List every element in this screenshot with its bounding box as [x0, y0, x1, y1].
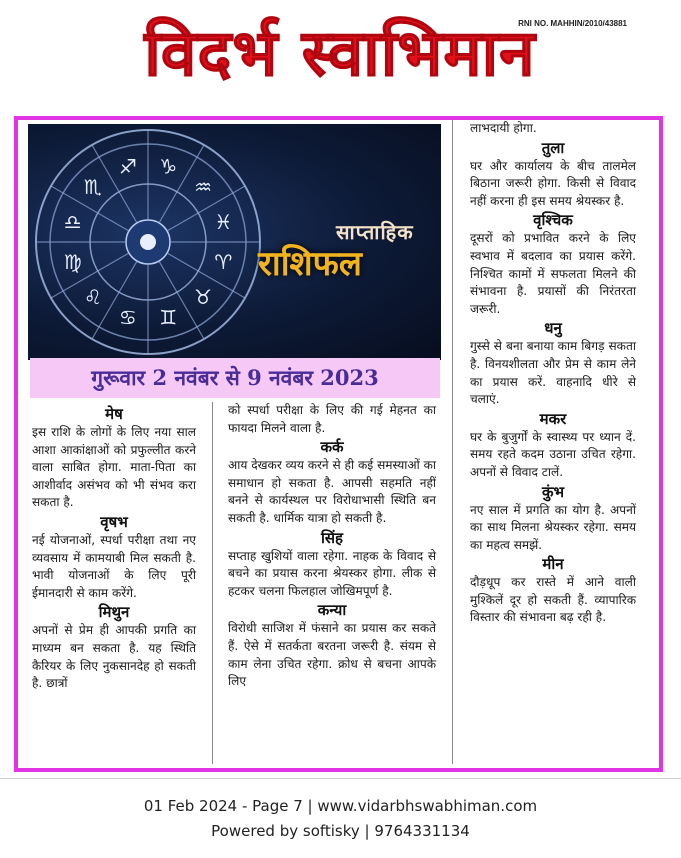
sign-text-vrishabh: नई योजनाओं, स्पर्धा परीक्षा तथा नए व्यवसाय में कामयाबी मिल सकती है. भावी योजनाओं के लिए पूरी ईमानदारी से काम करेंगे.	[32, 532, 196, 600]
sign-text-mithun: अपनों से प्रेम ही आपकी प्रगति का माध्यम बन सकता है. यह स्थिति कैरियर के लिए नुकसानदेह हो सकती है. छात्रों	[32, 623, 196, 691]
newspaper-title: विदर्भ स्वाभिमान	[144, 17, 536, 91]
sign-text-vrishchik: दूसरों को प्रभावित करने के लिए स्वभाव में बदलाव का प्रयास करेंगे. निश्चित कामों में सफलता मिलने की संभावना है. प्रयासों की निरंतरता जरूरी.	[470, 231, 636, 316]
sign-heading-meen: मीन	[542, 555, 564, 574]
horoscope-banner-image	[28, 124, 441, 360]
sign-heading-kanya: कन्या	[317, 601, 347, 620]
masthead	[0, 0, 681, 108]
sign-text-mesh: इस राशि के लोगों के लिए नया साल आशा आकांक्षाओं को प्रफुल्लीत करने वाला साबित होगा. माता-पिता का आशीर्वाद असंभव को भी संभव करा सकता है.	[32, 425, 196, 510]
sign-heading-makar: मकर	[539, 409, 567, 428]
sign-text-makar: घर के बुजुर्गों के स्वास्थ्य पर ध्यान दें. समय रहते कदम उठाना उचित रहेगा. अपनों से विवाद टालें.	[470, 429, 636, 479]
sign-heading-mesh: मेष	[105, 405, 123, 423]
sign-heading-singh: सिंह	[321, 528, 343, 547]
sign-heading-vrishchik: वृश्चिक	[533, 211, 573, 230]
footer-credits: Powered by softisky | 9764331134	[211, 822, 470, 840]
column-3	[470, 120, 636, 627]
continued-text: को स्पर्धा परीक्षा के लिए की गई मेहनत का फायदा मिलने वाला है.	[228, 403, 436, 435]
sign-heading-kumbh: कुंभ	[541, 482, 565, 501]
zodiac-sign-icon: ♐	[118, 154, 137, 179]
zodiac-sign-icon: ♑	[159, 154, 178, 179]
column-1	[32, 404, 196, 693]
sign-text-kanya: विरोधी साजिश में फंसाने का प्रयास कर सकते हैं. ऐसे में सतर्कता बरतना जरूरी है. संयम से काम लेना उचित रहेगा. क्रोध से बचना आपके लिए	[228, 621, 436, 689]
sign-heading-mithun: मिथुन	[98, 603, 130, 622]
date-range-banner: गुरूवार 2 नवंबर से 9 नवंबर 2023	[30, 358, 440, 398]
zodiac-sign-icon: ♎	[63, 209, 82, 234]
column-divider	[452, 120, 453, 764]
zodiac-sign-icon: ♒	[194, 174, 213, 199]
zodiac-sign-icon: ♈	[214, 250, 233, 275]
sign-text-dhanu: गुस्से से बना बनाया काम बिगड़ सकता है. विनयशीलता और प्रेम से काम लेने का प्रयास करें. वाहनादि धीरे से चलाएं.	[470, 339, 636, 407]
zodiac-sign-icon: ♓	[214, 209, 233, 234]
sign-text-tula: घर और कार्यालय के बीच तालमेल बिठाना जरूरी होगा. किसी से विवाद नहीं करना ही इस समय श्रेयस्कर है.	[470, 158, 636, 208]
zodiac-sign-icon: ♉	[194, 285, 213, 310]
zodiac-sign-icon: ♏	[83, 174, 102, 199]
footer-page-info: 01 Feb 2024 - Page 7 | www.vidarbhswabhiman.com	[143, 797, 538, 815]
promo-title: राशिफल	[258, 244, 362, 284]
footer-divider	[0, 778, 681, 779]
rni-number: RNI NO. MAHHIN/2010/43881	[518, 19, 627, 28]
sign-text-singh: सप्ताह खुशियों वाला रहेगा. नाहक के विवाद से बचने का प्रयास करना श्रेयस्कर होगा. लीक से हटकर चलना फिलहाल जोखिमपूर्ण है.	[228, 548, 436, 598]
zodiac-sign-icon: ♋	[118, 305, 137, 330]
sign-text-kark: आय देखकर व्यय करने से ही कई समस्याओं का समाधान हो सकता है. आपसी सहमति नहीं बनने से कार्यस्थल पर विरोधाभासी स्थिति बन सकती है. धार्मिक यात्रा हो सकती है.	[228, 458, 436, 525]
sign-heading-vrishabh: वृषभ	[100, 512, 128, 531]
column-divider	[212, 402, 213, 764]
column-2	[228, 402, 436, 691]
sign-heading-dhanu: धनु	[544, 319, 562, 338]
zodiac-sign-icon: ♍	[63, 250, 82, 275]
continued-text: लाभदायी होगा.	[470, 121, 537, 135]
promo-subtitle: साप्ताहिक	[336, 220, 414, 244]
zodiac-sign-icon: ♊	[159, 305, 178, 330]
sign-text-kumbh: नए साल में प्रगति का योग है. अपनों का साथ मिलना श्रेयस्कर रहेगा. समय का महत्व समझें.	[470, 502, 636, 552]
sign-heading-tula: तुला	[541, 138, 565, 157]
zodiac-sign-icon: ♌	[83, 285, 102, 310]
sign-heading-kark: कर्क	[320, 438, 344, 457]
sign-text-meen: दौड़धूप कर रास्ते में आने वाली मुश्किलें दूर हो सकती हैं. व्यापारिक विस्तार की संभावना बढ़ रही है.	[470, 575, 636, 625]
